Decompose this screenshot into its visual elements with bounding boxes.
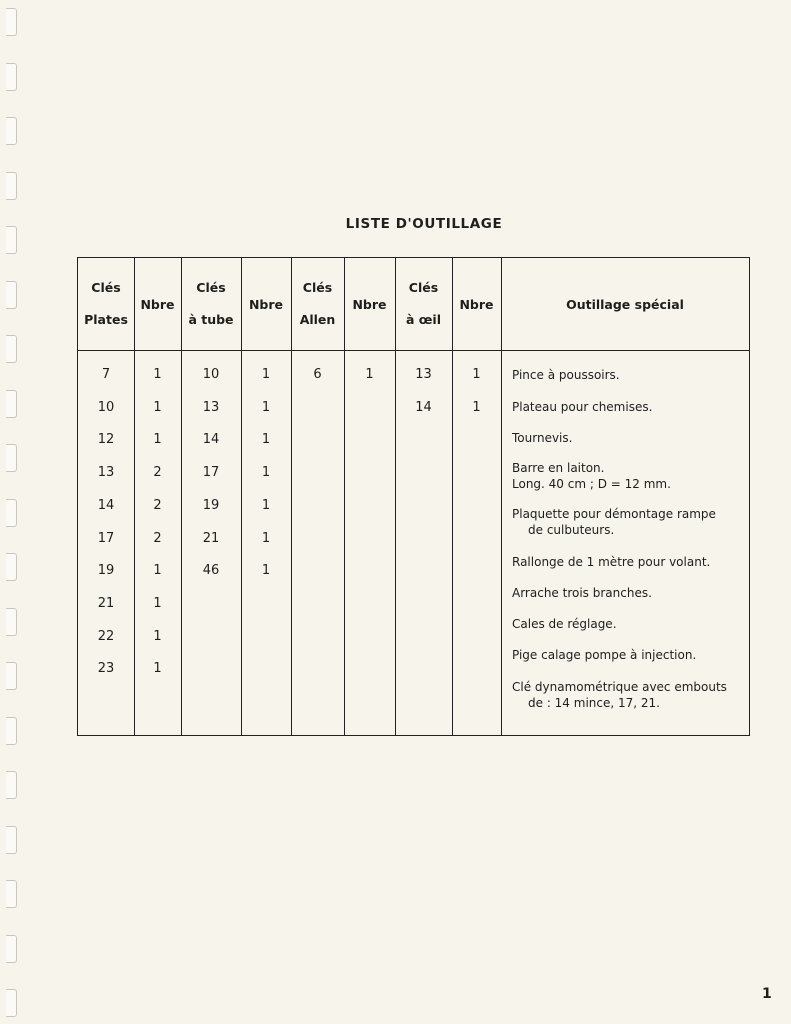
header-cles-oeil: Clés à œil [405, 280, 442, 327]
cell-cles-tube: 19 [202, 497, 220, 513]
binding-ring [6, 335, 17, 363]
cell-cles-oeil: 14 [415, 399, 432, 415]
binding-ring [6, 608, 17, 636]
cell-nbre: 1 [261, 465, 271, 481]
header-cles-tube: Clés à tube [188, 280, 234, 327]
special-tool-text: Tournevis. [512, 431, 573, 445]
cell-nbre: 1 [261, 563, 271, 579]
special-tool-text: Clé dynamométrique avec embouts [512, 680, 727, 694]
special-tool-item [512, 679, 740, 711]
cell-nbre: 1 [261, 367, 271, 382]
special-tool-text: de : 14 mince, 17, 21. [528, 696, 660, 710]
special-tool-text: Rallonge de 1 mètre pour volant. [512, 555, 711, 569]
binding-ring [6, 880, 17, 908]
special-tool-text: Cales de réglage. [512, 617, 617, 631]
binding-ring [6, 8, 17, 36]
cell-nbre: 1 [153, 367, 162, 382]
binding-ring [6, 553, 17, 581]
spiral-binding [0, 0, 30, 1024]
special-tool-text: Plateau pour chemises. [512, 400, 653, 414]
cell-cles-plates: 14 [97, 497, 115, 513]
tool-list-table [77, 257, 750, 736]
binding-ring [6, 826, 17, 854]
special-tool-text: Plaquette pour démontage rampe [512, 507, 716, 521]
cell-cles-plates: 22 [97, 628, 115, 644]
cell-cles-oeil: 13 [415, 367, 432, 382]
cell-cles-tube: 14 [202, 432, 220, 448]
header-nbre: Nbre [248, 296, 284, 312]
special-tool-item [512, 367, 740, 383]
cell-cles-plates: 12 [97, 432, 115, 448]
cell-nbre: 1 [153, 432, 162, 448]
cell-nbre: 2 [153, 497, 162, 513]
binding-ring [6, 989, 17, 1017]
cell-nbre: 1 [261, 432, 271, 448]
cell-cles-plates: 17 [97, 530, 115, 546]
binding-ring [6, 935, 17, 963]
special-tool-text: Arrache trois branches. [512, 586, 652, 600]
cell-cles-tube: 46 [202, 563, 220, 579]
binding-ring [6, 63, 17, 91]
header-cles-plates: Clés Plates [84, 280, 128, 327]
cell-cles-tube: 10 [202, 367, 220, 382]
binding-ring [6, 390, 17, 418]
cell-cles-allen: 6 [313, 367, 322, 382]
binding-ring [6, 662, 17, 690]
binding-ring [6, 281, 17, 309]
cell-nbre: 1 [153, 628, 162, 644]
cell-nbre: 1 [261, 530, 271, 546]
cell-nbre: 2 [153, 465, 162, 481]
binding-ring [6, 499, 17, 527]
binding-ring [6, 717, 17, 745]
binding-ring [6, 444, 17, 472]
binding-ring [6, 117, 17, 145]
special-tool-text: Long. 40 cm ; D = 12 mm. [512, 477, 671, 491]
header-outillage-special: Outillage spécial [566, 296, 684, 312]
special-tool-item [512, 554, 740, 570]
special-tool-text: Pige calage pompe à injection. [512, 648, 697, 662]
cell-nbre: 2 [153, 530, 162, 546]
header-cles-allen: Clés Allen [299, 280, 336, 327]
cell-nbre: 1 [365, 367, 374, 382]
cell-nbre: 1 [472, 367, 481, 382]
binding-ring [6, 172, 17, 200]
header-divider [78, 350, 749, 351]
cell-nbre: 1 [153, 595, 162, 611]
cell-nbre: 1 [153, 661, 162, 677]
cell-cles-plates: 7 [101, 367, 111, 382]
special-tool-item [512, 647, 740, 663]
special-tool-item [512, 430, 740, 446]
special-tool-item [512, 506, 740, 538]
cell-nbre: 1 [472, 399, 481, 415]
special-tool-item [512, 460, 740, 492]
binding-ring [6, 771, 17, 799]
cell-nbre: 1 [261, 497, 271, 513]
header-nbre: Nbre [140, 296, 175, 312]
cell-cles-tube: 13 [202, 399, 220, 415]
cell-cles-plates: 21 [97, 595, 115, 611]
special-tool-item [512, 616, 740, 632]
cell-cles-plates: 23 [97, 661, 115, 677]
special-tool-item [512, 399, 740, 415]
special-tool-item [512, 585, 740, 601]
cell-cles-tube: 21 [202, 530, 220, 546]
header-nbre: Nbre [352, 296, 387, 312]
cell-cles-plates: 19 [97, 563, 115, 579]
cell-cles-tube: 17 [202, 465, 220, 481]
cell-cles-plates: 13 [97, 465, 115, 481]
cell-nbre: 1 [261, 399, 271, 415]
special-tool-text: Barre en laiton. [512, 461, 605, 475]
page-title: LISTE D'OUTILLAGE [345, 216, 503, 232]
header-nbre: Nbre [459, 296, 494, 312]
page-number: 1 [762, 986, 772, 1002]
cell-nbre: 1 [153, 399, 162, 415]
special-tool-text: de culbuteurs. [528, 523, 615, 537]
special-tool-text: Pince à poussoirs. [512, 368, 620, 382]
cell-cles-plates: 10 [97, 399, 115, 415]
cell-nbre: 1 [153, 563, 162, 579]
